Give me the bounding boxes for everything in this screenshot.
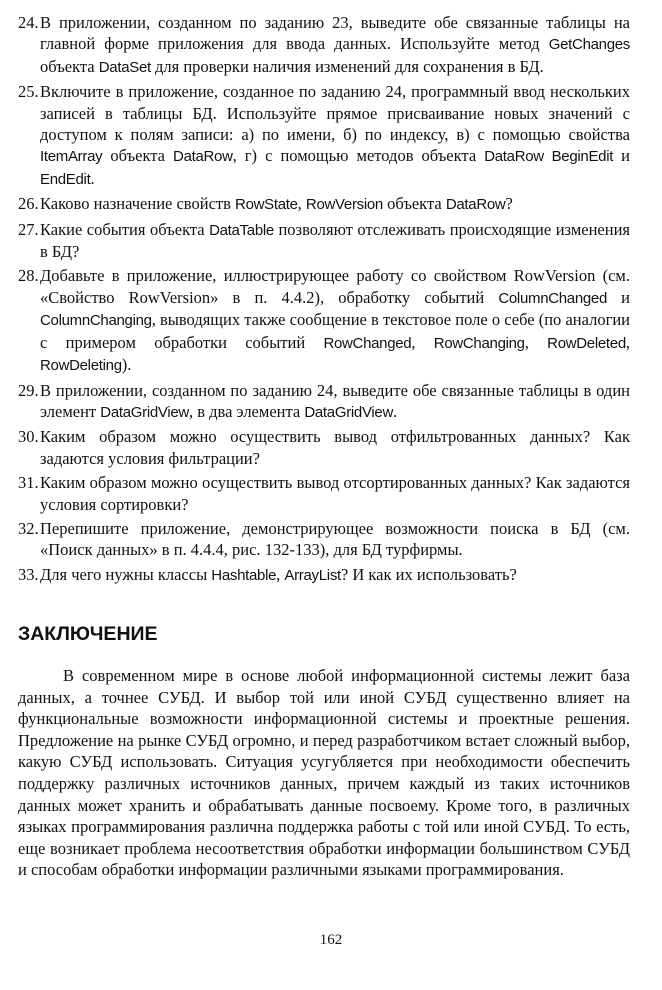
text-run: Перепишите приложение, демонстрирующее возможности поиска в БД (см. «Поиск данных» в п. 4.4.4, рис. 132-133), для БД турфирмы.	[40, 518, 630, 560]
exercise-item	[18, 219, 630, 263]
text-run: Каково назначение свойств	[40, 194, 236, 214]
text-run: для проверки наличия изменений для сохранения в БД.	[150, 56, 544, 76]
code-identifier: ColumnChanging	[40, 312, 152, 330]
text-run: объекта	[102, 146, 174, 166]
exercise-item	[18, 472, 630, 515]
text-run: и	[613, 146, 630, 166]
text-run: , в два элемента	[188, 401, 305, 421]
text-run: Каким образом можно осуществить вывод отсортированных данных? Как задаются условия сортировки?	[40, 473, 630, 514]
text-run: Какие события объекта	[40, 219, 210, 239]
exercise-item	[18, 518, 630, 561]
conclusion-heading: ЗАКЛЮЧЕНИЕ	[18, 623, 158, 645]
code-identifier: DataGridView	[304, 403, 394, 421]
text-run: , выводящих также сообщение в текстовое поле о себе (по аналогии с примером обработки событий	[40, 310, 630, 352]
page-number: 162	[319, 932, 343, 948]
exercise-text	[40, 81, 630, 190]
text-run: В приложении, созданном по заданию 24, выведите обе связанные таблицы в один элемент	[40, 380, 630, 421]
code-identifier: ArrayList	[284, 566, 341, 584]
exercise-number: 33.	[18, 564, 39, 584]
text-run: ,	[625, 332, 631, 352]
text-run: ,	[276, 564, 285, 584]
code-identifier: DataSet	[98, 58, 151, 76]
code-identifier: GetChanges	[548, 36, 630, 54]
code-identifier: DataRow	[445, 196, 506, 214]
exercise-item	[18, 193, 630, 215]
exercise-number: 24.	[18, 13, 39, 32]
exercise-item	[18, 380, 630, 424]
text-run: .	[393, 401, 398, 421]
text-run: , г) с помощью методов объекта	[232, 146, 485, 166]
text-run: ,	[411, 332, 434, 352]
exercise-number: 29.	[18, 380, 39, 400]
code-identifier: DataGridView	[100, 403, 189, 421]
text-run: ).	[121, 355, 132, 375]
exercise-text	[40, 564, 630, 586]
code-identifier: DataRow BeginEdit	[484, 148, 614, 166]
exercise-number: 30.	[18, 427, 39, 447]
exercise-text	[40, 219, 630, 263]
exercise-text	[40, 380, 630, 424]
code-identifier: RowChanging	[433, 334, 525, 352]
exercise-text	[40, 12, 630, 78]
text-run: объекта	[382, 194, 446, 214]
exercise-text	[40, 193, 630, 215]
exercise-number: 25.	[18, 82, 39, 102]
exercise-item	[18, 426, 630, 469]
code-identifier: Hashtable	[211, 566, 277, 584]
text-run: и	[607, 287, 630, 307]
text-run: Каким образом можно осуществить вывод отфильтрованных данных? Как задаются условия фильтрации?	[40, 427, 630, 468]
code-identifier: ItemArray	[40, 148, 103, 166]
text-run: ? И как их использовать?	[340, 564, 517, 584]
conclusion-paragraph: В современном мире в основе любой информационной системы лежит база данных, а точнее СУБД. И выбор той или иной СУБД существенно влияет на функциональные возможности информационной системы и проектные решения. Предложение на рынке СУБД огромно, и перед разработчиком встает сложный выбор, какую СУБД использовать. Ситуация усугубляется при необходимости обеспечить поддержку различных источников данных, причем каждый из таких источников данных может хранить и обрабатывать данные посвоему. Кроме того, в различных языках программирования различна поддержка работы с той или иной СУБД. То есть, еще возникает проблема несоответствия обработки информации большинством СУБД и способам обработки информации различными языками программирования.	[18, 666, 630, 880]
text-run: ,	[524, 332, 548, 352]
code-identifier: RowDeleting	[40, 357, 122, 375]
code-identifier: RowVersion	[305, 196, 383, 214]
text-run: объекта	[40, 56, 99, 76]
code-identifier: RowDeleted	[547, 334, 626, 352]
exercise-number: 28.	[18, 266, 39, 286]
code-identifier: DataRow	[173, 148, 233, 166]
text-run: Включите в приложение, созданное по заданию 24, программный ввод нескольких записей в таблицы БД. Используйте прямое присваивание новых значений с доступом к полям записи: а) по имени, б) по индексу, в) с помощью свойства	[40, 82, 630, 145]
exercise-item	[18, 564, 630, 586]
exercise-item	[18, 81, 630, 190]
text-run: позволяют отслеживать происходящие изменения в БД?	[40, 219, 630, 262]
exercise-item	[18, 12, 630, 78]
exercise-number: 27.	[18, 219, 39, 239]
code-identifier: RowChanged	[323, 334, 412, 352]
exercise-text	[40, 518, 630, 561]
exercise-number: 31.	[18, 473, 39, 493]
text-run: ?	[505, 194, 513, 214]
text-run: Добавьте в приложение, иллюстрирующее работу со свойством RowVersion (см. «Свойство RowVersion» в п. 4.4.2), обработку событий	[40, 266, 630, 307]
code-identifier: DataTable	[209, 221, 274, 239]
text-run: В приложении, созданном по заданию 23, выведите обе связанные таблицы на главной форме приложения для ввода данных. Используйте метод	[40, 13, 630, 54]
exercise-text	[40, 265, 630, 376]
exercise-number: 26.	[18, 194, 39, 214]
code-identifier: EndEdit	[40, 170, 91, 188]
text-run: ,	[297, 194, 306, 214]
text-run: .	[90, 168, 95, 188]
code-identifier: ColumnChanged	[498, 289, 608, 307]
exercise-number: 32.	[18, 518, 39, 538]
text-run: Для чего нужны классы	[40, 564, 212, 584]
exercise-list	[18, 12, 630, 589]
exercise-text	[40, 426, 630, 469]
code-identifier: RowState	[235, 196, 298, 214]
exercise-item	[18, 265, 630, 376]
exercise-text	[40, 472, 630, 515]
